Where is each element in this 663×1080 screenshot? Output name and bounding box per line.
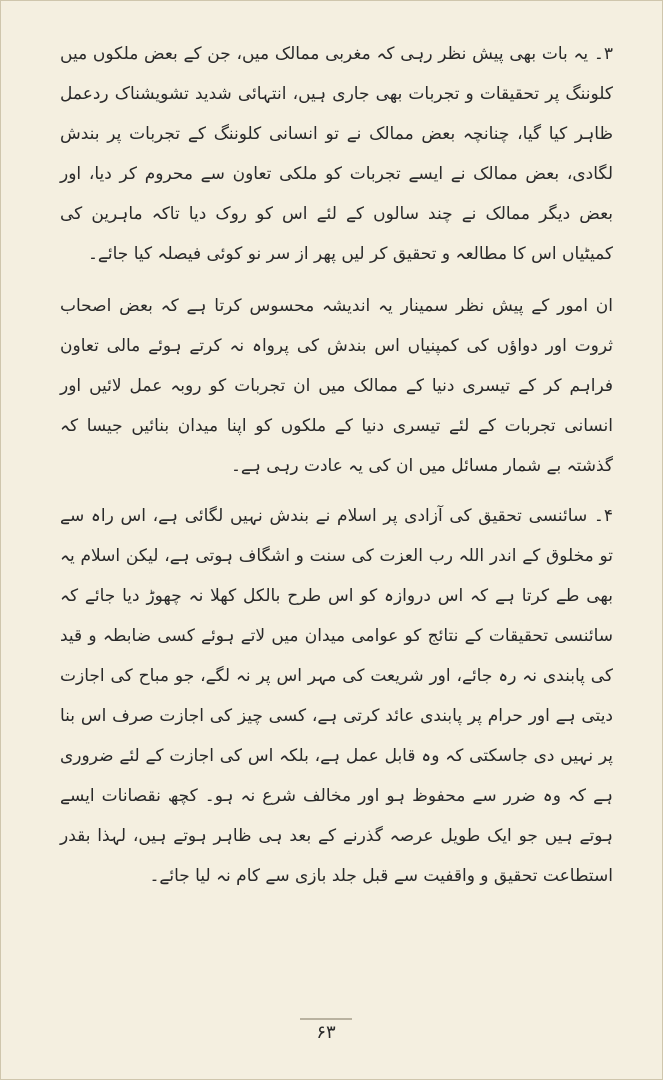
document-body — [60, 34, 613, 906]
page-number: ۶۳ — [316, 1022, 336, 1043]
paragraph-concern: ان امور کے پیش نظر سمینار یہ اندیشہ محسوس کرتا ہے کہ بعض اصحاب ثروت اور دواؤں کی کمپنیاں اس بندش کی پرواہ نہ کرتے ہوئے مالی تعاون فراہم کر کے تیسری دنیا کے ممالک میں ان تجربات کو روبہ عمل لائیں اور انسانی تجربات کے لئے تیسری دنیا کے ملکوں کو اپنا میدان بنائیں جیسا کہ گذشتہ بے شمار مسائل میں ان کی یہ عادت رہی ہے۔ — [60, 296, 613, 476]
page-number-rule — [300, 1018, 352, 1020]
paragraph-point-3: ۳۔ یہ بات بھی پیش نظر رہی کہ مغربی ممالک میں، جن کے بعض ملکوں میں کلوننگ پر تحقیقات و تجربات بھی جاری ہیں، انتہائی شدید تشویشناک ردعمل ظاہر کیا گیا، چنانچہ بعض ممالک نے تو انسانی کلوننگ کے تجربات پر بندش لگادی، بعض ممالک نے ایسے تجربات کو ملکی تعاون سے محروم کر دیا، اور بعض دیگر ممالک نے چند سالوں کے لئے اس کو روک دیا تاکہ ماہرین کی کمیٹیاں اس کا مطالعہ و تحقیق کر لیں پھر از سر نو کوئی فیصلہ کیا جائے۔ — [60, 44, 613, 264]
paragraph-point-4: ۴۔ سائنسی تحقیق کی آزادی پر اسلام نے بندش نہیں لگائی ہے، اس راہ سے تو مخلوق کے اندر اللہ رب العزت کی سنت و اشگاف ہوتی ہے، لیکن اسلام یہ بھی طے کرتا ہے کہ اس دروازہ کو اس طرح بالکل کھلا نہ چھوڑ دیا جائے کہ سائنسی تحقیقات کے نتائج کو عوامی میدان میں لاتے ہوئے کسی ضابطہ و قید کی پابندی نہ رہ جائے، اور شریعت کی مہر اس پر نہ لگے، جو مباح کی اجازت دیتی ہے اور حرام پر پابندی عائد کرتی ہے، کسی چیز کی اجازت صرف اس بنا پر نہیں دی جاسکتی کہ وہ قابل عمل ہے، بلکہ اس کی اجازت کے لئے ضروری ہے کہ وہ ضرر سے محفوظ ہو اور مخالف شرع نہ ہو۔ کچھ نقصانات ایسے ہوتے ہیں جو ایک طویل عرصہ گذرنے کے بعد ہی ظاہر ہوتے ہیں، لہذا بقدر استطاعت تحقیق و واقفیت سے قبل جلد بازی سے کام نہ لیا جائے۔ — [60, 506, 613, 886]
